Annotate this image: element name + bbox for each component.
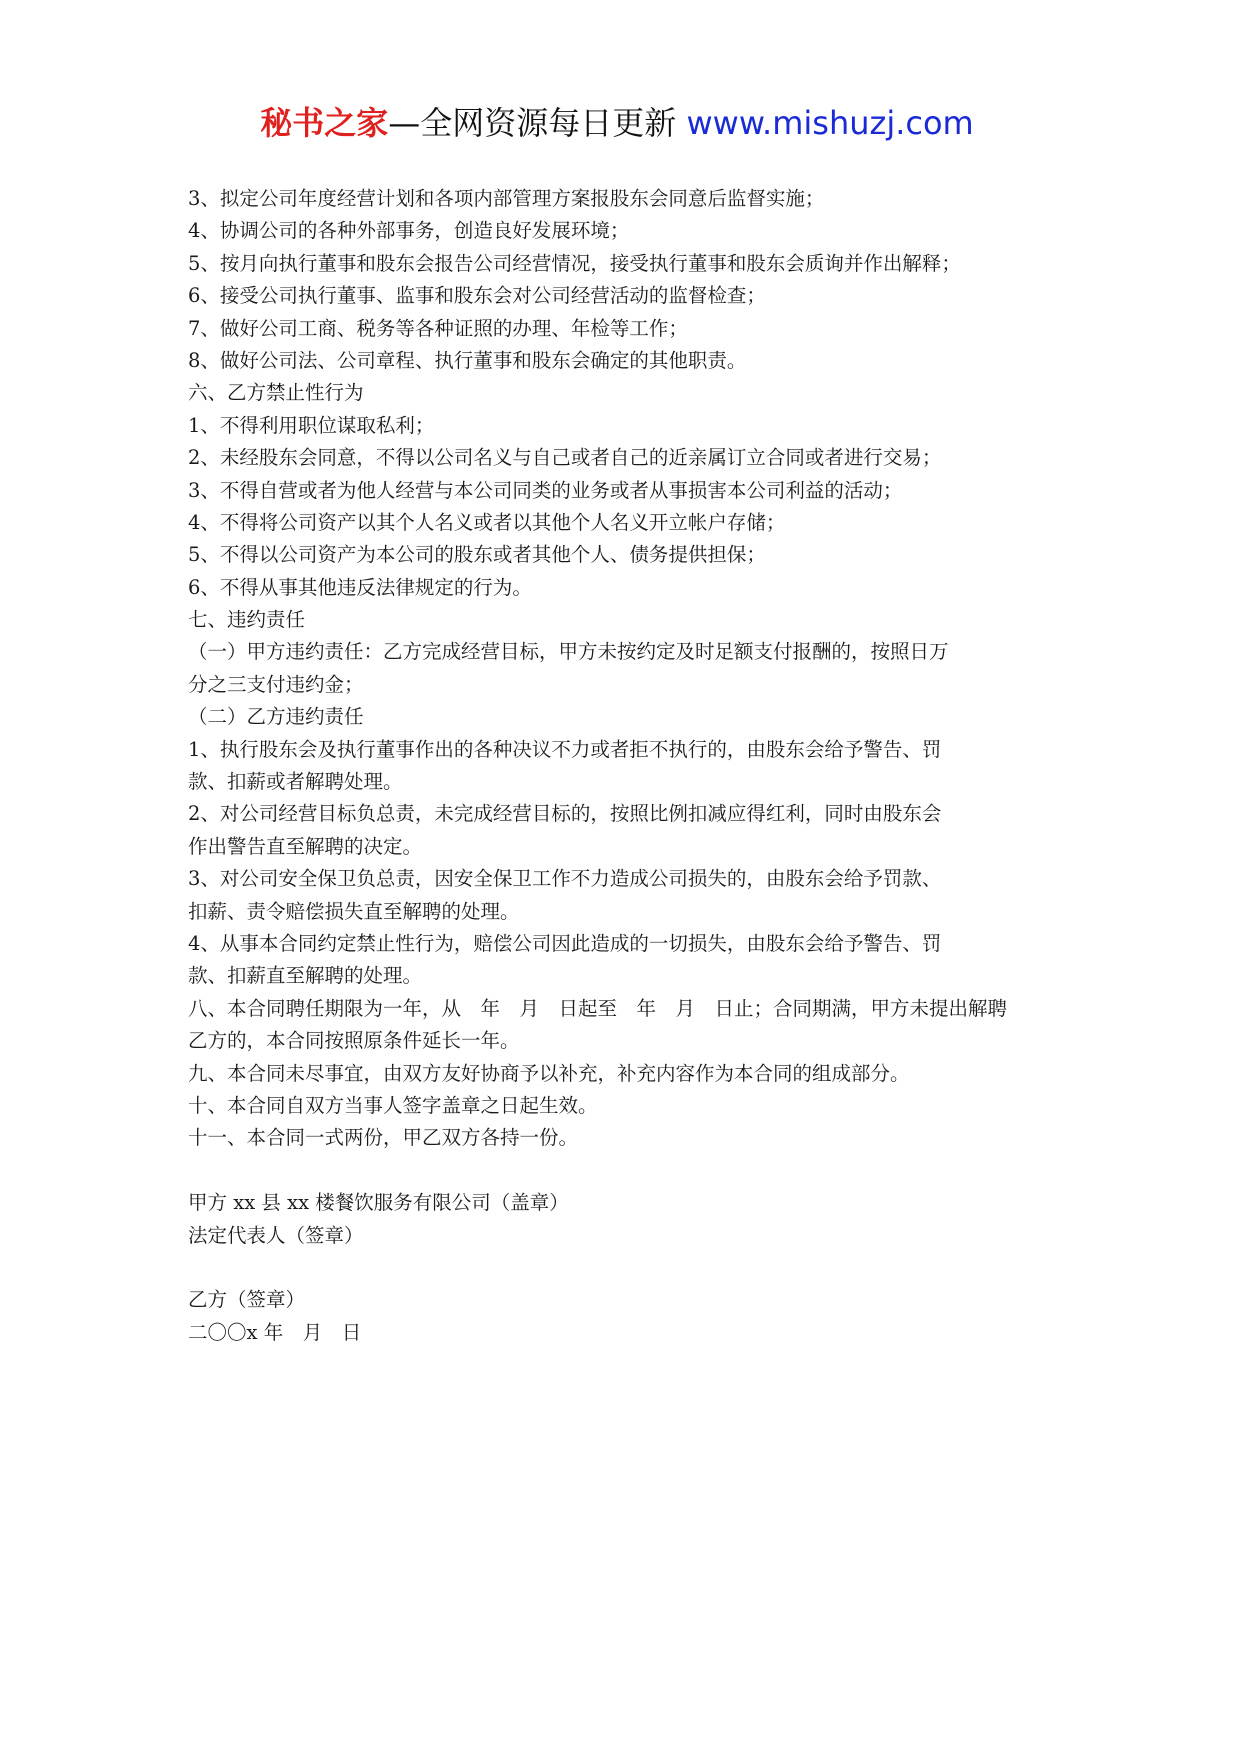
text-line: 十、本合同自双方当事人签字盖章之日起生效。: [188, 1093, 598, 1117]
document-body: [188, 183, 1068, 1349]
text-line: 作出警告直至解聘的决定。: [188, 834, 423, 858]
signature-date: 二〇〇x 年 月 日: [188, 1320, 362, 1344]
text-line: 十一、本合同一式两份，甲乙双方各持一份。: [188, 1126, 579, 1150]
text-line: 八、本合同聘任期限为一年，从 年 月 日起至 年 月 日止；合同期满，甲方未提出解聘: [188, 996, 1008, 1020]
header-site-link[interactable]: www.mishuzj.com: [686, 104, 974, 142]
signature-party-b: 乙方（签章）: [188, 1288, 306, 1312]
header-brand: 秘书之家: [260, 104, 389, 142]
text-line: 款、扣薪或者解聘处理。: [188, 770, 403, 794]
text-line: 款、扣薪直至解聘的处理。: [188, 964, 423, 988]
text-line: 5、按月向执行董事和股东会报告公司经营情况，接受执行董事和股东会质询并作出解释；: [188, 251, 961, 275]
text-line: 2、对公司经营目标负总责，未完成经营目标的，按照比例扣减应得红利，同时由股东会: [188, 802, 942, 826]
spacer: [188, 1252, 1068, 1284]
text-line: 乙方的，本合同按照原条件延长一年。: [188, 1029, 520, 1053]
text-line: （一）甲方违约责任：乙方完成经营目标，甲方未按约定及时足额支付报酬的，按照日万: [188, 640, 949, 664]
text-line: 九、本合同未尽事宜，由双方友好协商予以补充，补充内容作为本合同的组成部分。: [188, 1061, 910, 1085]
spacer: [188, 1155, 1068, 1187]
text-line: 4、从事本合同约定禁止性行为，赔偿公司因此造成的一切损失，由股东会给予警告、罚: [188, 931, 942, 955]
text-line: 7、做好公司工商、税务等各种证照的办理、年检等工作；: [188, 316, 688, 340]
text-line: 扣薪、责令赔偿损失直至解聘的处理。: [188, 899, 520, 923]
text-line: 4、协调公司的各种外部事务，创造良好发展环境；: [188, 219, 630, 243]
text-line: 1、不得利用职位谋取私利；: [188, 413, 435, 437]
signature-party-a: 甲方 xx 县 xx 楼餐饮服务有限公司（盖章）: [188, 1191, 569, 1215]
sub-heading: （二）乙方违约责任: [188, 705, 364, 729]
text-line: 8、做好公司法、公司章程、执行董事和股东会确定的其他职责。: [188, 348, 747, 372]
text-line: 6、接受公司执行董事、监事和股东会对公司经营活动的监督检查；: [188, 284, 766, 308]
section-heading: 六、乙方禁止性行为: [188, 381, 364, 405]
page-header: [0, 101, 1234, 145]
text-line: 5、不得以公司资产为本公司的股东或者其他个人、债务提供担保；: [188, 543, 766, 567]
text-line: 3、不得自营或者为他人经营与本公司同类的业务或者从事损害本公司利益的活动；: [188, 478, 903, 502]
header-slogan: —全网资源每日更新: [388, 104, 677, 142]
text-line: 1、执行股东会及执行董事作出的各种决议不力或者拒不执行的，由股东会给予警告、罚: [188, 737, 942, 761]
text-line: 6、不得从事其他违反法律规定的行为。: [188, 575, 532, 599]
section-heading: 七、违约责任: [188, 608, 306, 632]
signature-legal-rep: 法定代表人（签章）: [188, 1223, 364, 1247]
text-line: 4、不得将公司资产以其个人名义或者以其他个人名义开立帐户存储；: [188, 510, 786, 534]
text-line: 2、未经股东会同意，不得以公司名义与自己或者自己的近亲属订立合同或者进行交易；: [188, 446, 942, 470]
text-line: 分之三支付违约金；: [188, 672, 364, 696]
text-line: 3、拟定公司年度经营计划和各项内部管理方案报股东会同意后监督实施；: [188, 187, 825, 210]
text-line: 3、对公司安全保卫负总责，因安全保卫工作不力造成公司损失的，由股东会给予罚款、: [188, 867, 942, 891]
